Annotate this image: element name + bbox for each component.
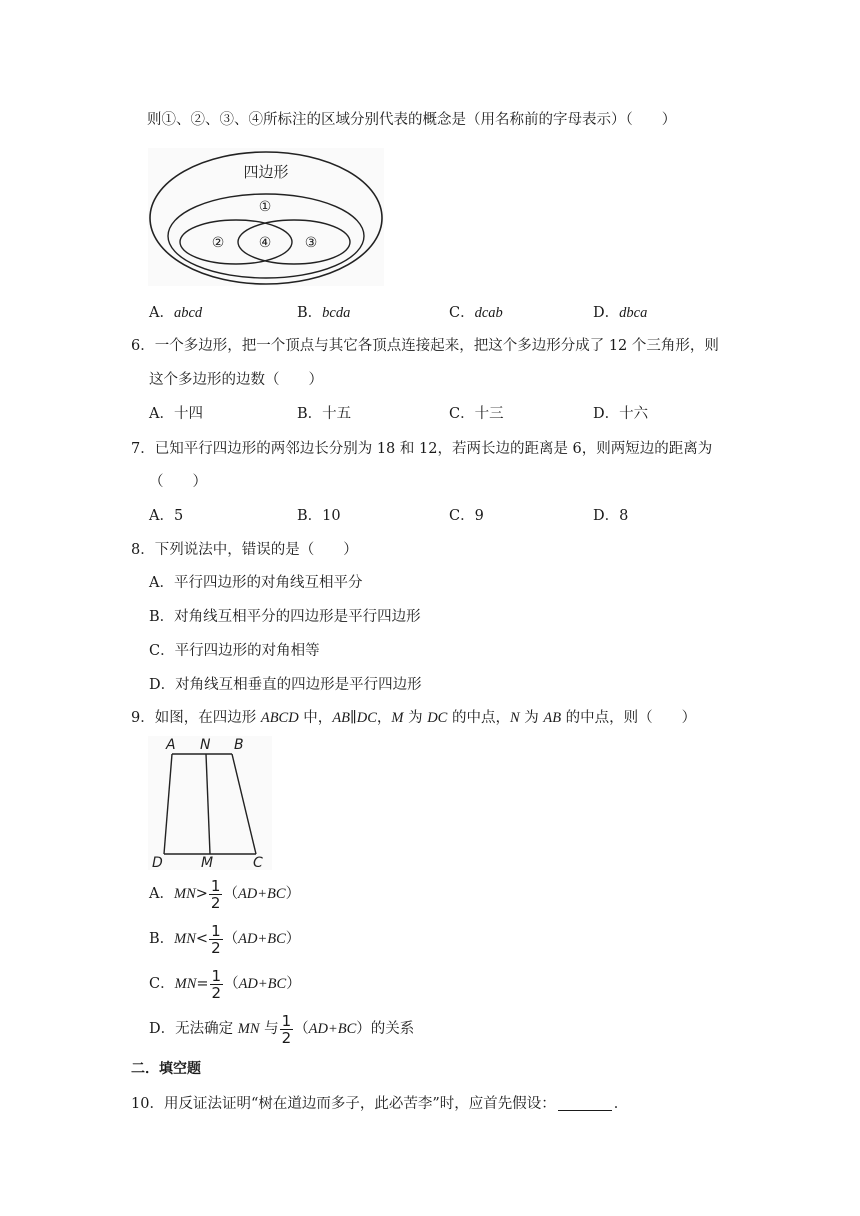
q5-option-c: C．dcab: [449, 305, 503, 321]
venn-region-4: ④: [258, 235, 272, 251]
label-C: C: [253, 855, 263, 870]
venn-region-2: ②: [211, 235, 225, 251]
venn-region-1: ①: [258, 199, 272, 215]
q7-option-d: D．8: [593, 508, 629, 524]
q8-option-c: C．平行四边形的对角相等: [149, 643, 320, 659]
label-M: M: [201, 855, 214, 870]
venn-outer-label: 四边形: [243, 163, 289, 181]
q10-stem: 10．用反证法证明“树在道边而多子，此必苦李”时，应首先假设： ．: [131, 1096, 629, 1112]
q5-option-d: D．dbca: [593, 305, 648, 321]
fraction-half: $\frac{1}{2}$: [211, 921, 221, 957]
q7-option-a: A．5: [149, 508, 184, 524]
q7-option-b: B．10: [297, 508, 341, 524]
fraction-half: $\frac{1}{2}$: [210, 876, 221, 912]
q7-option-c: C．9: [449, 508, 484, 524]
q6-stem-line1: 6．一个多边形，把一个顶点与其它各顶点连接起来，把这个多边形分成了 12 个三角形，则: [131, 338, 719, 354]
q7-stem-line2: （ ）: [149, 474, 207, 490]
q5-option-a: A．abcd: [149, 305, 203, 321]
q9-trapezoid-figure: [148, 736, 272, 870]
section-heading: 二．填空题: [131, 1061, 201, 1077]
q9-stem: 9．如图，在四边形 ABCD 中，AB∥DC，M 为 DC 的中点，N 为 AB 的中点，则（ ）: [131, 710, 697, 726]
q5-option-b: B．bcda: [297, 305, 351, 321]
q6-option-c: C．十三: [449, 406, 504, 422]
q8-option-b: B．对角线互相平分的四边形是平行四边形: [149, 609, 421, 625]
q9-option-a: A．MN> $\frac{1}{2}$ （AD+BC）: [149, 876, 301, 912]
q8-option-d: D．对角线互相垂直的四边形是平行四边形: [149, 677, 422, 693]
q8-stem: 8．下列说法中，错误的是（ ）: [131, 542, 358, 558]
q9-option-c: C．MN= $\frac{1}{2}$ （AD+BC）: [149, 966, 301, 1002]
label-B: B: [234, 737, 244, 753]
q9-option-b: B．MN< $\frac{1}{2}$ （AD+BC）: [149, 921, 301, 957]
q8-option-a: A．平行四边形的对角线互相平分: [149, 575, 363, 591]
q7-stem-line1: 7．已知平行四边形的两邻边长分别为 18 和 12，若两长边的距离是 6，则两短边的距离为: [131, 441, 713, 457]
q6-option-a: A．十四: [149, 406, 203, 422]
fraction-half: $\frac{1}{2}$: [281, 1011, 292, 1047]
q9-option-d: D．无法确定 MN 与 $\frac{1}{2}$ （AD+BC）的关系: [149, 1011, 415, 1047]
q6-stem-line2: 这个多边形的边数（ ）: [149, 372, 323, 388]
q5-stem: 则①、②、③、④所标注的区域分别代表的概念是（用名称前的字母表示）（ ）: [147, 112, 677, 128]
fraction-half: $\frac{1}{2}$: [211, 966, 222, 1002]
label-A: A: [166, 737, 176, 753]
venn-region-3: ③: [304, 235, 318, 251]
q6-option-d: D．十六: [593, 406, 649, 422]
label-D: D: [152, 855, 163, 870]
label-N: N: [200, 737, 211, 753]
answer-blank[interactable]: [558, 1096, 612, 1111]
q6-option-b: B．十五: [297, 406, 352, 422]
q5-venn-figure: [148, 148, 384, 286]
